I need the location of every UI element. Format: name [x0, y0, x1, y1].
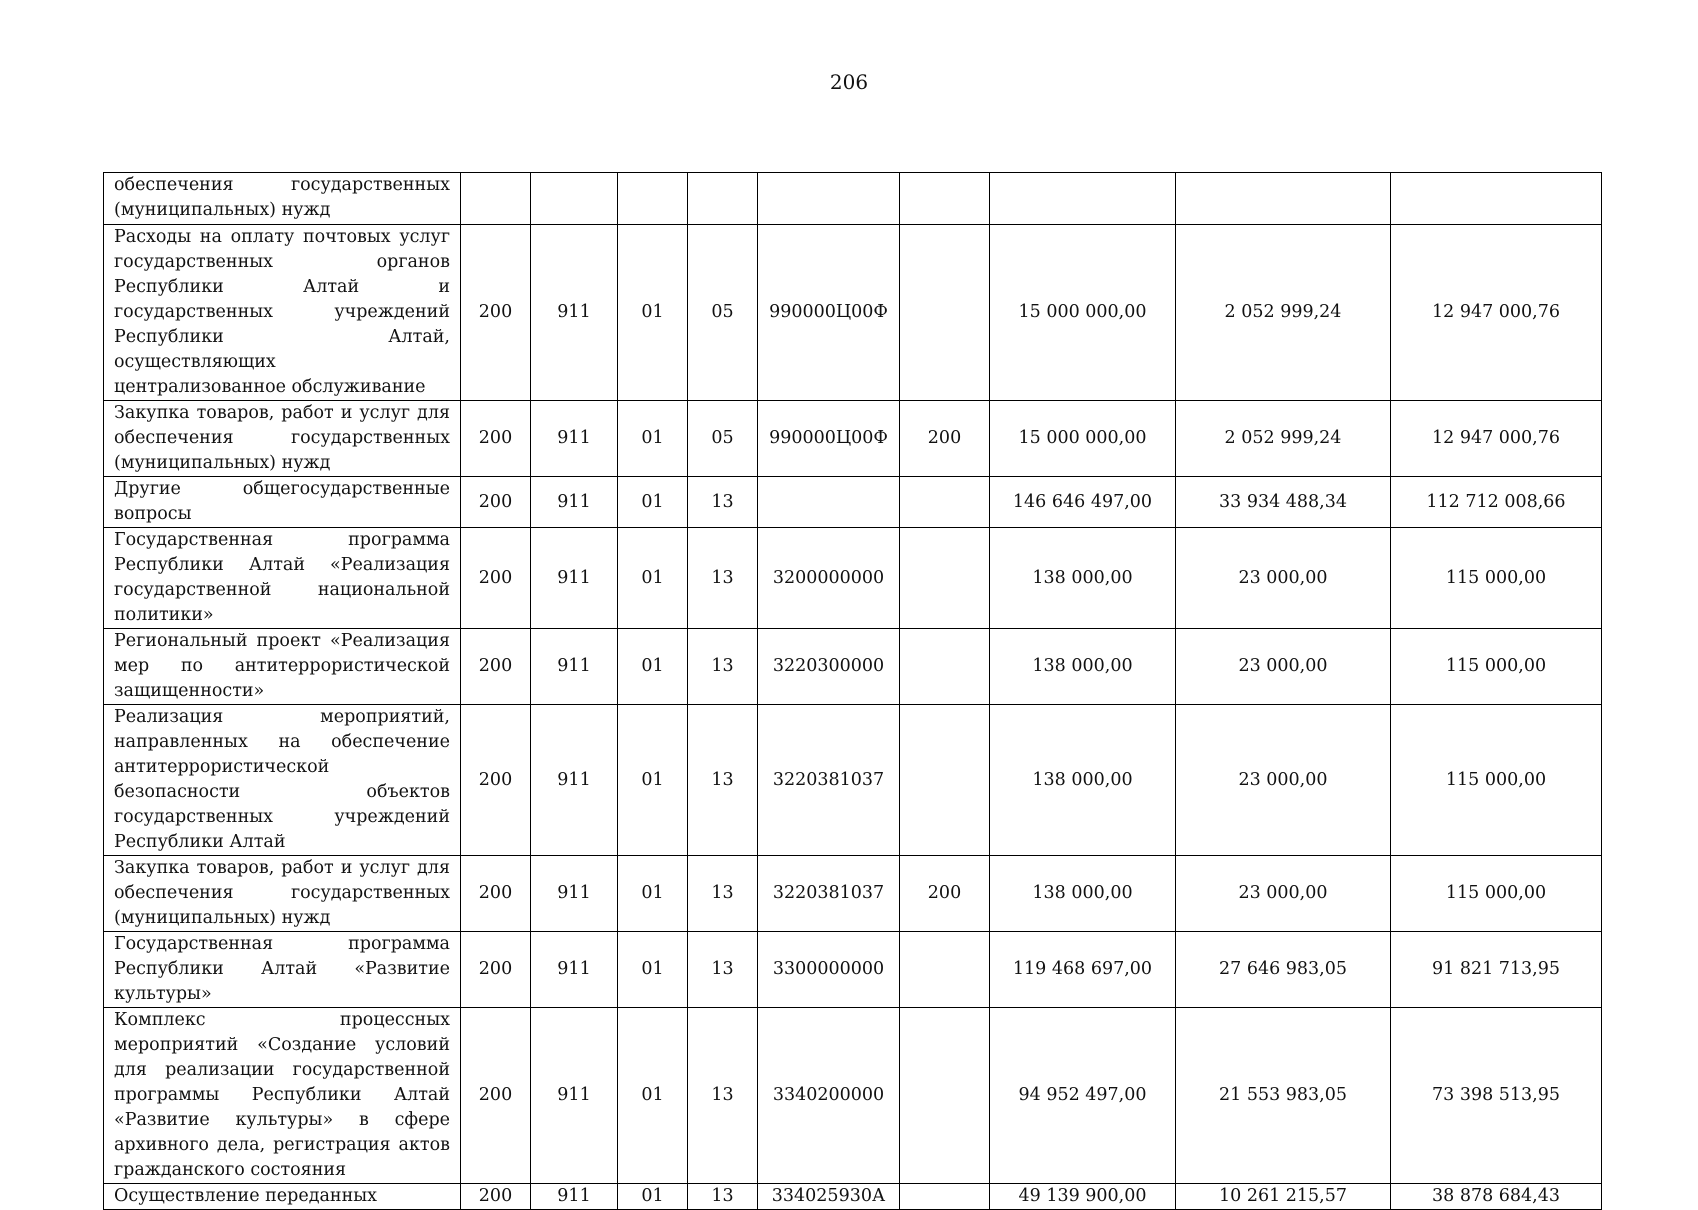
admin-code: 200 [461, 932, 531, 1008]
dept-code: 911 [531, 705, 618, 856]
plan-amount [990, 173, 1176, 225]
remaining-amount: 115 000,00 [1391, 856, 1602, 932]
target-item-code: 334025930А [758, 1184, 900, 1210]
plan-amount: 15 000 000,00 [990, 401, 1176, 477]
admin-code: 200 [461, 401, 531, 477]
row-name: Другие общегосударственные вопросы [104, 477, 461, 528]
executed-amount: 2 052 999,24 [1176, 225, 1391, 401]
target-item-code [758, 477, 900, 528]
section-code: 01 [618, 705, 688, 856]
executed-amount: 23 000,00 [1176, 629, 1391, 705]
row-name: Комплекс процессных мероприятий «Создание условий для реализации государственной программы Республики Алтай «Развитие культуры» в сфере архивного дела, регистрация актов гражданского состояния [104, 1008, 461, 1184]
remaining-amount: 91 821 713,95 [1391, 932, 1602, 1008]
table-row [104, 225, 1602, 401]
target-item-code [758, 173, 900, 225]
expense-type-code: 200 [900, 856, 990, 932]
section-code: 01 [618, 932, 688, 1008]
expense-type-code [900, 1008, 990, 1184]
dept-code [531, 173, 618, 225]
admin-code: 200 [461, 528, 531, 629]
expense-type-code [900, 528, 990, 629]
expense-type-code [900, 173, 990, 225]
target-item-code: 3220300000 [758, 629, 900, 705]
section-code: 01 [618, 401, 688, 477]
dept-code: 911 [531, 528, 618, 629]
executed-amount: 33 934 488,34 [1176, 477, 1391, 528]
remaining-amount: 112 712 008,66 [1391, 477, 1602, 528]
admin-code: 200 [461, 1184, 531, 1210]
plan-amount: 138 000,00 [990, 705, 1176, 856]
admin-code: 200 [461, 477, 531, 528]
executed-amount: 27 646 983,05 [1176, 932, 1391, 1008]
subsection-code: 13 [688, 477, 758, 528]
row-name: Государственная программа Республики Алтай «Реализация государственной национальной политики» [104, 528, 461, 629]
budget-table [103, 172, 1602, 1210]
subsection-code: 13 [688, 1008, 758, 1184]
plan-amount: 138 000,00 [990, 856, 1176, 932]
remaining-amount: 115 000,00 [1391, 629, 1602, 705]
dept-code: 911 [531, 629, 618, 705]
plan-amount: 119 468 697,00 [990, 932, 1176, 1008]
executed-amount: 23 000,00 [1176, 528, 1391, 629]
section-code: 01 [618, 528, 688, 629]
dept-code: 911 [531, 225, 618, 401]
executed-amount [1176, 173, 1391, 225]
remaining-amount: 12 947 000,76 [1391, 225, 1602, 401]
section-code [618, 173, 688, 225]
table-body [104, 173, 1602, 1210]
target-item-code: 3340200000 [758, 1008, 900, 1184]
page-number: 206 [829, 70, 869, 94]
expense-type-code [900, 932, 990, 1008]
admin-code: 200 [461, 856, 531, 932]
table-row [104, 173, 1602, 225]
section-code: 01 [618, 856, 688, 932]
row-name: Региональный проект «Реализация мер по антитеррористической защищенности» [104, 629, 461, 705]
plan-amount: 138 000,00 [990, 528, 1176, 629]
target-item-code: 3300000000 [758, 932, 900, 1008]
subsection-code: 13 [688, 932, 758, 1008]
remaining-amount: 115 000,00 [1391, 528, 1602, 629]
dept-code: 911 [531, 856, 618, 932]
expense-type-code [900, 225, 990, 401]
row-name: обеспечения государственных (муниципальных) нужд [104, 173, 461, 225]
dept-code: 911 [531, 1184, 618, 1210]
remaining-amount: 12 947 000,76 [1391, 401, 1602, 477]
dept-code: 911 [531, 477, 618, 528]
admin-code: 200 [461, 225, 531, 401]
dept-code: 911 [531, 932, 618, 1008]
table-row [104, 477, 1602, 528]
remaining-amount: 73 398 513,95 [1391, 1008, 1602, 1184]
remaining-amount [1391, 173, 1602, 225]
row-name: Закупка товаров, работ и услуг для обеспечения государственных (муниципальных) нужд [104, 856, 461, 932]
expense-type-code: 200 [900, 401, 990, 477]
expense-type-code [900, 629, 990, 705]
row-name: Осуществление переданных [104, 1184, 461, 1210]
admin-code: 200 [461, 1008, 531, 1184]
table-row [104, 528, 1602, 629]
subsection-code: 13 [688, 528, 758, 629]
admin-code: 200 [461, 629, 531, 705]
dept-code: 911 [531, 401, 618, 477]
plan-amount: 146 646 497,00 [990, 477, 1176, 528]
target-item-code: 3200000000 [758, 528, 900, 629]
section-code: 01 [618, 225, 688, 401]
executed-amount: 2 052 999,24 [1176, 401, 1391, 477]
section-code: 01 [618, 629, 688, 705]
subsection-code [688, 173, 758, 225]
expense-type-code [900, 477, 990, 528]
subsection-code: 13 [688, 856, 758, 932]
section-code: 01 [618, 1008, 688, 1184]
executed-amount: 10 261 215,57 [1176, 1184, 1391, 1210]
subsection-code: 13 [688, 705, 758, 856]
section-code: 01 [618, 477, 688, 528]
plan-amount: 94 952 497,00 [990, 1008, 1176, 1184]
table-row [104, 705, 1602, 856]
target-item-code: 3220381037 [758, 705, 900, 856]
executed-amount: 23 000,00 [1176, 856, 1391, 932]
dept-code: 911 [531, 1008, 618, 1184]
admin-code: 200 [461, 705, 531, 856]
subsection-code: 13 [688, 1184, 758, 1210]
admin-code [461, 173, 531, 225]
expense-type-code [900, 1184, 990, 1210]
plan-amount: 49 139 900,00 [990, 1184, 1176, 1210]
row-name: Государственная программа Республики Алтай «Развитие культуры» [104, 932, 461, 1008]
table-row [104, 1008, 1602, 1184]
target-item-code: 990000Ц00Ф [758, 225, 900, 401]
remaining-amount: 115 000,00 [1391, 705, 1602, 856]
row-name: Закупка товаров, работ и услуг для обеспечения государственных (муниципальных) нужд [104, 401, 461, 477]
executed-amount: 23 000,00 [1176, 705, 1391, 856]
table-row [104, 629, 1602, 705]
expense-type-code [900, 705, 990, 856]
plan-amount: 15 000 000,00 [990, 225, 1176, 401]
subsection-code: 05 [688, 401, 758, 477]
target-item-code: 990000Ц00Ф [758, 401, 900, 477]
table-row [104, 401, 1602, 477]
subsection-code: 13 [688, 629, 758, 705]
target-item-code: 3220381037 [758, 856, 900, 932]
remaining-amount: 38 878 684,43 [1391, 1184, 1602, 1210]
section-code: 01 [618, 1184, 688, 1210]
row-name: Расходы на оплату почтовых услуг государственных органов Республики Алтай и государственных учреждений Республики Алтай, осуществляющих централизованное обслуживание [104, 225, 461, 401]
table-row [104, 1184, 1602, 1210]
plan-amount: 138 000,00 [990, 629, 1176, 705]
row-name: Реализация мероприятий, направленных на обеспечение антитеррористической безопасности объектов государственных учреждений Республики Алтай [104, 705, 461, 856]
table-row [104, 932, 1602, 1008]
table-row [104, 856, 1602, 932]
executed-amount: 21 553 983,05 [1176, 1008, 1391, 1184]
subsection-code: 05 [688, 225, 758, 401]
